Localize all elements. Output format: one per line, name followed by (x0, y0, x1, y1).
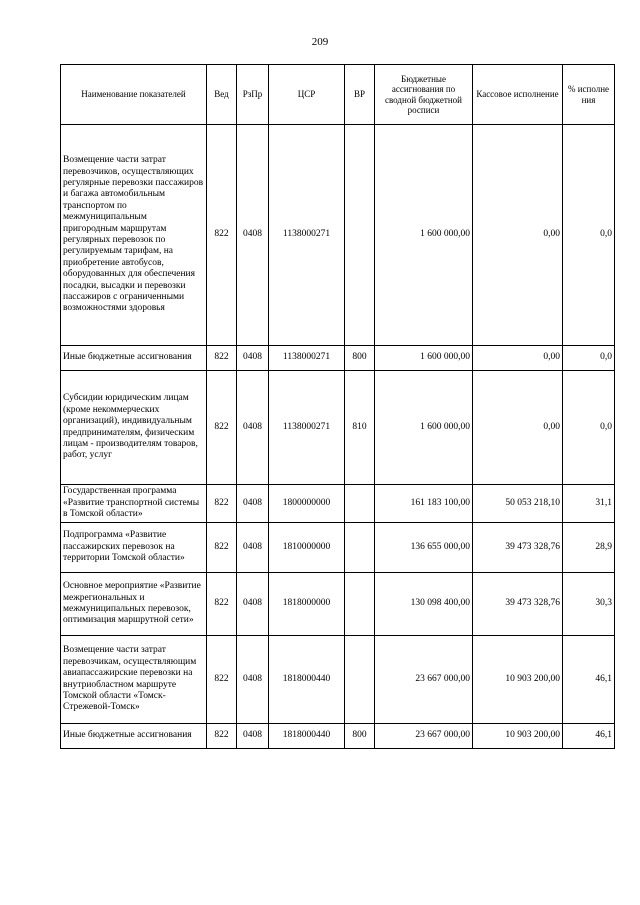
row-budget: 136 655 000,00 (375, 523, 473, 573)
page-number: 209 (311, 36, 329, 48)
row-budget: 23 667 000,00 (375, 724, 473, 749)
row-vr: 800 (345, 346, 375, 371)
row-rzpr: 0408 (237, 485, 269, 523)
row-pct: 0,0 (563, 346, 615, 371)
table-row (61, 573, 615, 636)
row-csr: 1810000000 (269, 523, 345, 573)
table-row (61, 125, 615, 346)
row-pct: 31,1 (563, 485, 615, 523)
header-name: Наименование показателей (61, 65, 207, 125)
row-rzpr: 0408 (237, 125, 269, 346)
row-budget: 161 183 100,00 (375, 485, 473, 523)
row-rzpr: 0408 (237, 724, 269, 749)
row-vr: 810 (345, 371, 375, 485)
header-row (61, 65, 615, 125)
row-ved: 822 (207, 485, 237, 523)
header-pct: % исполне ния (563, 65, 615, 125)
row-vr (345, 485, 375, 523)
row-pct: 46,1 (563, 636, 615, 724)
row-csr: 1818000440 (269, 724, 345, 749)
row-ved: 822 (207, 636, 237, 724)
row-ved: 822 (207, 346, 237, 371)
table-row (61, 485, 615, 523)
row-rzpr: 0408 (237, 371, 269, 485)
row-csr: 1818000440 (269, 636, 345, 724)
row-kass: 50 053 218,10 (473, 485, 563, 523)
row-csr: 1138000271 (269, 346, 345, 371)
header-kass: Кассовое исполнение (473, 65, 563, 125)
table-row (61, 371, 615, 485)
row-pct: 0,0 (563, 125, 615, 346)
row-ved: 822 (207, 371, 237, 485)
row-rzpr: 0408 (237, 346, 269, 371)
row-kass: 10 903 200,00 (473, 724, 563, 749)
row-kass: 0,00 (473, 346, 563, 371)
row-name: Иные бюджетные ассигнования (61, 724, 207, 749)
row-rzpr: 0408 (237, 573, 269, 636)
row-csr: 1138000271 (269, 125, 345, 346)
row-name: Возмещение части затрат перевозчикам, осуществляющим авиапассажирские перевозки на внутриобластном маршруте Томской области «Томск-Стрежевой-Томск» (61, 636, 207, 724)
row-name: Субсидии юридическим лицам (кроме некоммерческих организаций), индивидуальным предпринимателям, физическим лицам - производителям товаров, работ, услуг (61, 371, 207, 485)
row-kass: 39 473 328,76 (473, 573, 563, 636)
row-pct: 46,1 (563, 724, 615, 749)
row-budget: 1 600 000,00 (375, 346, 473, 371)
row-name: Возмещение части затрат перевозчиков, осуществляющих регулярные перевозки пассажиров и багажа автомобильным транспортом по межмуниципальным пригородным маршрутам регулярных перевозок по регулируемым тарифам, на приобретение автобусов, оборудованных для обеспечения посадки, высадки и перевозки пассажиров с ограниченными возможностями здоровья (61, 125, 207, 346)
row-name: Основное мероприятие «Развитие межрегиональных и межмуниципальных перевозок, оптимизация маршрутной сети» (61, 573, 207, 636)
table-row (61, 523, 615, 573)
row-rzpr: 0408 (237, 636, 269, 724)
row-pct: 0,0 (563, 371, 615, 485)
row-pct: 30,3 (563, 573, 615, 636)
header-rzpr: РзПр (237, 65, 269, 125)
row-budget: 23 667 000,00 (375, 636, 473, 724)
row-name: Иные бюджетные ассигнования (61, 346, 207, 371)
table-row (61, 346, 615, 371)
row-ved: 822 (207, 523, 237, 573)
row-ved: 822 (207, 573, 237, 636)
row-kass: 39 473 328,76 (473, 523, 563, 573)
row-csr: 1138000271 (269, 371, 345, 485)
row-vr (345, 573, 375, 636)
row-csr: 1800000000 (269, 485, 345, 523)
row-ved: 822 (207, 724, 237, 749)
table-row (61, 724, 615, 749)
row-vr (345, 125, 375, 346)
row-budget: 1 600 000,00 (375, 125, 473, 346)
row-name: Государственная программа «Развитие транспортной системы в Томской области» (61, 485, 207, 523)
row-kass: 0,00 (473, 125, 563, 346)
row-pct: 28,9 (563, 523, 615, 573)
row-budget: 1 600 000,00 (375, 371, 473, 485)
row-csr: 1818000000 (269, 573, 345, 636)
row-rzpr: 0408 (237, 523, 269, 573)
row-vr: 800 (345, 724, 375, 749)
row-kass: 0,00 (473, 371, 563, 485)
header-vr: ВР (345, 65, 375, 125)
header-budget: Бюджетные ассигнования по сводной бюджетной росписи (375, 65, 473, 125)
header-ved: Вед (207, 65, 237, 125)
row-vr (345, 636, 375, 724)
row-ved: 822 (207, 125, 237, 346)
row-name: Подпрограмма «Развитие пассажирских перевозок на территории Томской области» (61, 523, 207, 573)
row-budget: 130 098 400,00 (375, 573, 473, 636)
table-row (61, 636, 615, 724)
header-csr: ЦСР (269, 65, 345, 125)
row-vr (345, 523, 375, 573)
row-kass: 10 903 200,00 (473, 636, 563, 724)
budget-table (60, 64, 615, 749)
